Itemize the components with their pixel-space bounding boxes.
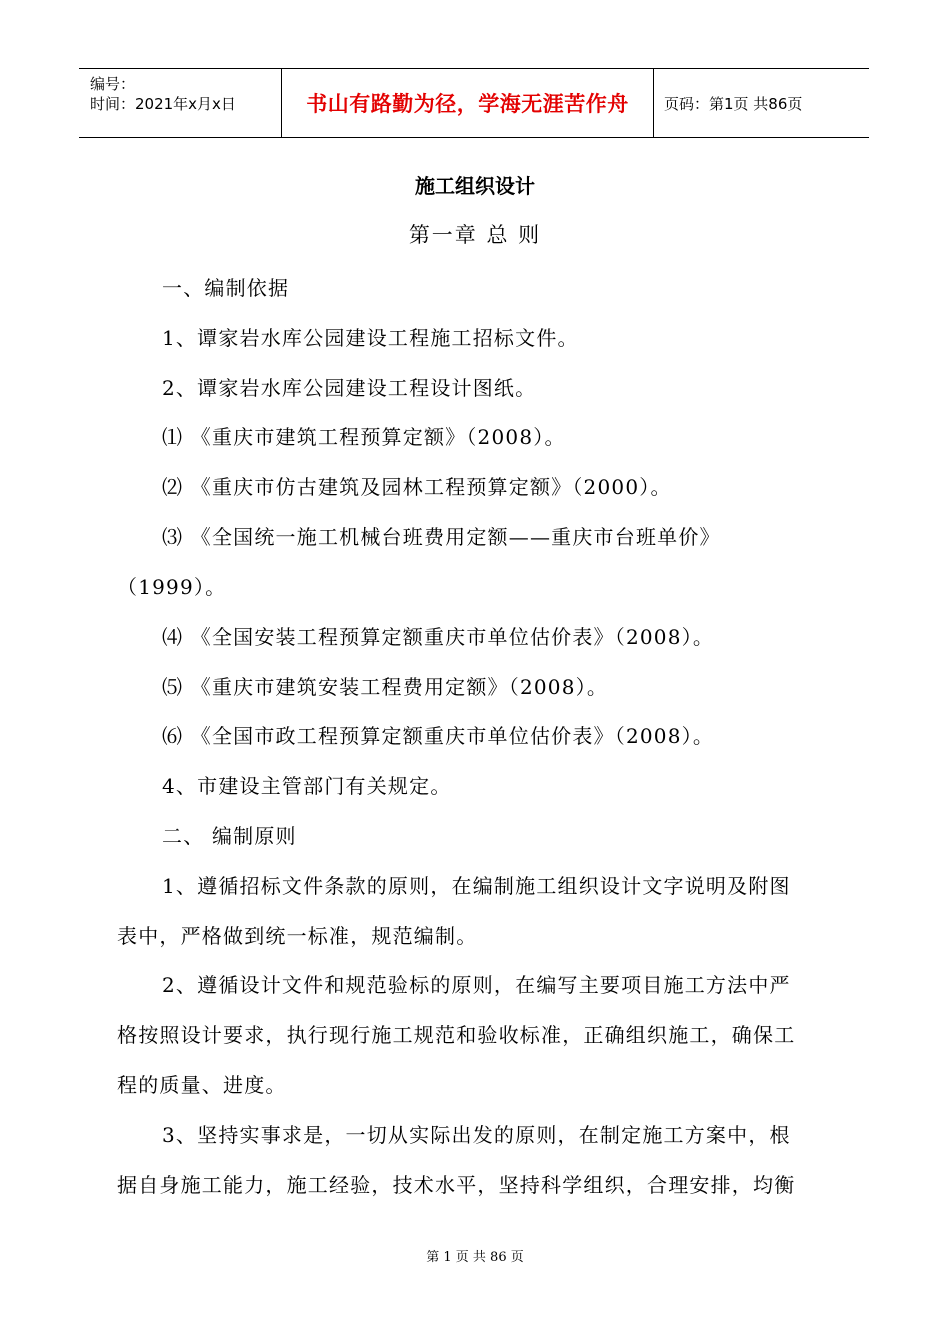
text-line: 4、市建设主管部门有关规定。	[162, 774, 452, 798]
motto-text: 书山有路勤为径，学海无涯苦作舟	[306, 92, 629, 116]
text-line: ⑵ 《重庆市仿古建筑及园林工程预算定额》（2000）。	[162, 475, 672, 499]
header-meta-cell	[79, 69, 282, 137]
text-line: 程的质量、进度。	[117, 1073, 287, 1097]
text-line: ⑸ 《重庆市建筑安装工程费用定额》（2008）。	[162, 675, 609, 699]
text-line: 格按照设计要求，执行现行施工规范和验收标准，正确组织施工，确保工	[117, 1023, 796, 1047]
section-heading: 二、 编制原则	[162, 824, 297, 848]
doc-title: 施工组织设计	[415, 174, 535, 198]
page-footer: 第 1 页 共 86 页	[426, 1250, 524, 1265]
text-line: 1、遵循招标文件条款的原则，在编制施工组织设计文字说明及附图	[162, 874, 791, 898]
chapter-title: 第一章 总 则	[408, 223, 542, 247]
header-motto-cell	[282, 69, 654, 137]
text-line: ⑴ 《重庆市建筑工程预算定额》（2008）。	[162, 425, 566, 449]
text-line: 1、谭家岩水库公园建设工程施工招标文件。	[162, 326, 579, 350]
header-page-cell	[654, 69, 869, 137]
text-line: （1999）。	[117, 575, 227, 599]
text-line: 2、谭家岩水库公园建设工程设计图纸。	[162, 376, 537, 400]
text-line: 表中，严格做到统一标准，规范编制。	[117, 924, 478, 948]
doc-number-label: 编号：	[90, 75, 136, 93]
page-info: 页码：第1页 共86页	[664, 94, 803, 113]
text-line: 据自身施工能力，施工经验，技术水平，坚持科学组织，合理安排，均衡	[117, 1173, 796, 1197]
text-line: ⑷ 《全国安装工程预算定额重庆市单位估价表》（2008）。	[162, 625, 715, 649]
section-heading: 一、编制依据	[162, 276, 290, 300]
header-table	[79, 68, 869, 138]
text-line: ⑹ 《全国市政工程预算定额重庆市单位估价表》（2008）。	[162, 724, 715, 748]
text-line: 2、遵循设计文件和规范验标的原则，在编写主要项目施工方法中严	[162, 973, 791, 997]
text-line: 3、坚持实事求是，一切从实际出发的原则，在制定施工方案中，根	[162, 1123, 791, 1147]
text-line: ⑶ 《全国统一施工机械台班费用定额——重庆市台班单价》	[162, 525, 721, 549]
doc-time-label: 时间：2021年x月x日	[90, 95, 236, 113]
